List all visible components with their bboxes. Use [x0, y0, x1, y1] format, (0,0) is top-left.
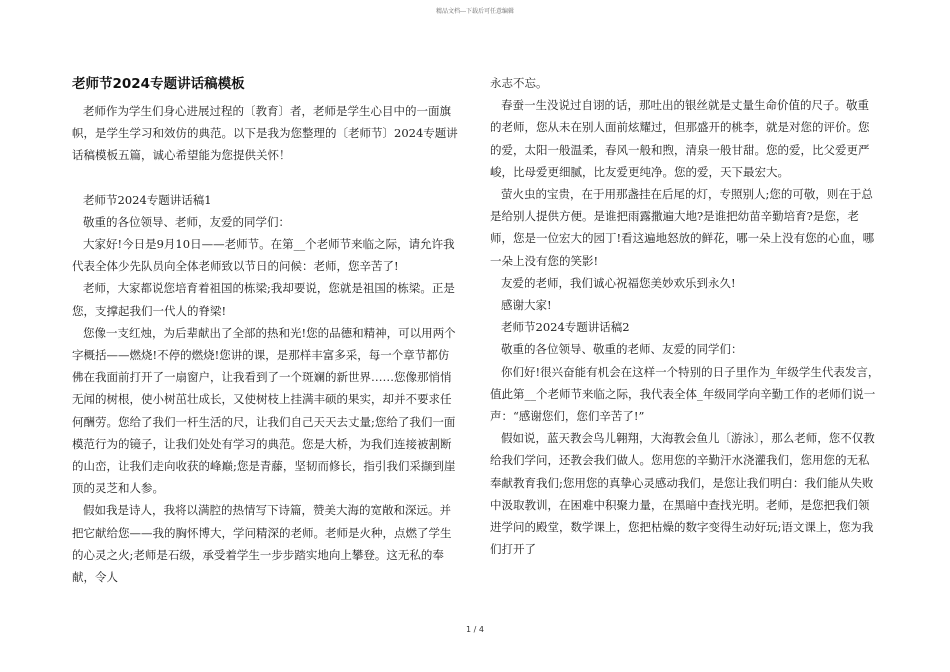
speech-1-paragraph: 大家好!今日是9月10日——老师节。在第__个老师节来临之际，请允许我代表全体少先队员向全体老师致以节日的问候：老师，您辛苦了!: [72, 237, 455, 274]
paragraph-gap: [72, 167, 458, 189]
speech-1-paragraph: 老师，大家都说您培育着祖国的栋梁;我却要说，您就是祖国的栋梁。正是您，支撑起我们一代人的脊梁!: [72, 281, 455, 318]
header-note: 精品文档---下载后可任意编辑: [435, 8, 515, 15]
speech-2-heading: 老师节2024专题讲话稿2: [501, 320, 630, 335]
speech-1-thanks: 感谢大家!: [501, 298, 552, 313]
speech-1-greeting: 敬重的各位领导、老师，友爱的同学们：: [83, 214, 290, 229]
document-title: 老师节2024专题讲话稿模板: [72, 76, 245, 92]
speech-1-continuation: 永志不忘。: [490, 76, 548, 90]
speech-2-paragraph: 你们好!很兴奋能有机会在这样一个特别的日子里作为_年级学生代表发言，值此第__个老师节来临之际，我代表全体_年级同学向辛勤工作的老师们说一声：“感谢您们，您们辛苦了!”: [490, 364, 880, 424]
left-column: [72, 70, 458, 588]
speech-1-paragraph: 假如我是诗人，我将以满腔的热情写下诗篇，赞美大海的宽敞和深远。并把它献给您——我的胸怀博大，学问精深的老师。老师是火种，点燃了学生的心灵之火;老师是石级，承受着学生一步步踏实地向上攀登。这无私的奉献，令人: [72, 503, 452, 585]
speech-1-paragraph: 春蚕一生没说过自诩的话，那吐出的银丝就是丈量生命价值的尺子。敬重的老师，您从未在别人面前炫耀过，但那盛开的桃李，就是对您的评价。您的爱，太阳一般温柔，春风一般和煦，清泉一般甘甜。您的爱，比父爱更严峻，比母爱更细腻，比友爱更纯净。您的爱，天下最宏大。: [490, 98, 870, 179]
speech-1-paragraph: 萤火虫的宝贵，在于用那盏挂在后尾的灯，专照别人;您的可敬，则在于总是给别人提供方便。是谁把雨露撒遍大地?是谁把幼苗辛勤培育?是您，老师，您是一位宏大的园丁!看这遍地怒放的鲜花，哪一朵上没有您的心血，哪一朵上没有您的笑影!: [490, 187, 875, 268]
intro-paragraph: 老师作为学生们身心进展过程的〔教育〕者，老师是学生心目中的一面旗帜，是学生学习和效仿的典范。以下是我为您整理的〔老师节〕2024专题讲话稿模板五篇，诚心希望能为您提供关怀！: [72, 104, 458, 163]
right-column: [490, 72, 880, 560]
speech-1-heading: 老师节2024专题讲话稿1: [83, 192, 212, 207]
speech-2-greeting: 敬重的各位领导、敬重的老师、友爱的同学们：: [501, 342, 743, 357]
speech-1-paragraph: 您像一支红烛，为后辈献出了全部的热和光!您的品德和精神，可以用两个字概括——燃烧!不停的燃烧!您讲的课，是那样丰富多采，每一个章节都仿佛在我面前打开了一扇窗户，让我看到了一个斑斓的新世界……您像那悄悄无闻的树根，使小树茁壮成长，又使树枝上挂满丰硕的果实，却并不要求任何酬劳。您给了我们一杆生活的尺，让我们自己天天去丈量;您给了我们一面模范行为的镜子，让我们处处有学习的典范。您是大桥，为我们连接被割断的山峦，让我们走向收获的峰巅;您是青藤，坚韧而修长，指引我们采撷到崖顶的灵芝和人参。: [72, 325, 456, 496]
speech-2-paragraph: 假如说，蓝天教会鸟儿翱翔，大海教会鱼儿〔游泳〕，那么老师，您不仅教给我们学问，还教会我们做人。您用您的辛勤汗水浇灌我们，您用您的无私奉献教育我们;您用您的真挚心灵感动我们，是您让我们明白：我们能从失败中汲取教训，在困难中积聚力量，在黑暗中查找光明。老师，是您把我们领进学问的殿堂，数学课上，您把枯燥的数字变得生动好玩;语文课上，您为我们打开了: [490, 431, 875, 557]
page-number: 1 / 4: [466, 625, 484, 634]
speech-1-blessing: 友爱的老师，我们诚心祝福您美妙欢乐到永久!: [501, 275, 736, 290]
